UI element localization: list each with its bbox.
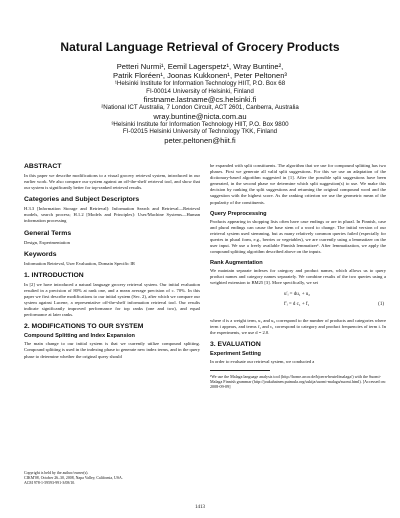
rank-augmentation-heading: Rank Augmentation	[210, 260, 263, 267]
copyright-line-2: CIKM'08, October 26–30, 2008, Napa Valley, California, USA.	[24, 476, 123, 480]
evaluation-heading: 3. EVALUATION	[210, 340, 261, 348]
abstract-heading: ABSTRACT	[24, 163, 62, 170]
general-terms-heading: General Terms	[24, 229, 72, 237]
email-3: peter.peltonen@hiit.fi	[164, 135, 236, 145]
rank-augmentation-text: We maintain separate indexes for category and product names, which allows us to query product names and category names separately. We combine results of the two queries using a weighted extension to BM25 [3]. More specifically, we set	[210, 268, 386, 286]
email-1: firstname.lastname@cs.helsinki.fi	[143, 95, 257, 105]
compound-splitting-heading: Compound Splitting and Index Expansion	[24, 333, 135, 340]
copyright-notice	[24, 471, 200, 486]
affiliation-1b: FI-00014 University of Helsinki, Finland	[146, 87, 254, 95]
rank-augmentation-text-2: where d is a weight term, u₁ and u₂ correspond to the number of products and categories where term i appears, and terms f₁ and c₁ correspond to category and product frequencies of term i. In the experiments, we use d = 2.0.	[210, 317, 386, 335]
general-terms-text: Design, Experimentation	[24, 239, 70, 245]
affiliation-3a: ³Helsinki Institute for Information Technology HIIT, P.O. Box 9800	[111, 120, 289, 128]
experiment-setting-heading: Experiment Setting	[210, 350, 261, 357]
equation-line-1: u′ᵢ = du₁ + u₂	[284, 291, 311, 297]
footnote-1: ¹We use the Malaga language analysis tool (http://home.arcor.de/bjoern-beutel/malaga/) with the Suomi-Malaga Finnish grammar (http://joukahainen.puimula.org/sukija/suomi-malaga/suomi.html). [Accessed on: 2008-09-09]	[210, 373, 386, 390]
paper-title: Natural Language Retrieval of Grocery Products	[60, 40, 340, 54]
affiliation-1a: ¹Helsinki Institute for Information Technology HIIT, P.O. Box 68	[114, 80, 286, 87]
affiliation-2: ²National ICT Australia, 7 London Circuit, ACT 2601, Canberra, Australia	[101, 104, 299, 112]
equation-line-2: f′ᵢ = d c₁ + f₁	[284, 301, 310, 307]
query-preprocessing-text: Products appearing in shopping lists often have case endings or are in plural. In Finnish, case and plural endings can cause the base stem of a word to change. The initial version of our retrieval system used stemming, but as many relatively common queries failed (especially for queries in plural form, e.g., berries or vegetables), we are currently using a lemmatizer on the user input. We use a freely available Finnish lemmatizer¹. After lemmatization, we apply the compound splitting algorithm described above on the inputs.	[210, 218, 386, 255]
compound-splitting-text: The main change to our initial system is that we currently utilize compound splitting. Compound splitting is used in the indexing phase to generate new index terms, and in the query phase to determine whether the original query should	[24, 341, 200, 359]
keywords-heading: Keywords	[24, 250, 57, 258]
abstract-text: In this paper we describe modifications to a visual grocery retrieval system, introduced in our earlier work. We also compare our system against an off-the-shelf retrieval tool, and show that our system is significantly better for top-ranked retrieval results.	[24, 173, 200, 191]
keywords-text: Information Retrieval, User Evaluation, Domain Specific IR	[24, 260, 135, 266]
modifications-heading: 2. MODIFICATIONS TO OUR SYSTEM	[24, 323, 144, 331]
equation-number: (1)	[378, 301, 384, 307]
author-names-line-1: Petteri Nurmi¹, Eemil Lagerspetz¹, Wray Buntine²,	[116, 62, 284, 71]
email-2: wray.buntine@nicta.com.au	[153, 111, 247, 121]
categories-heading: Categories and Subject Descriptors	[24, 196, 140, 204]
equation-1	[210, 292, 386, 314]
page-number: 1413	[195, 505, 205, 510]
introduction-heading: 1. INTRODUCTION	[24, 271, 84, 279]
author-names-line-2: Patrik Floréen¹, Joonas Kukkonen¹, Peter Peltonen³	[113, 71, 287, 80]
introduction-text: In [2] we have introduced a natural language grocery retrieval system. Our initial evaluation resulted in a precision of 80% at rank one, and a mean average precision of c. 70%. In this paper we first describe modifications to our initial system (Sec. 2), after which we compare our system against Lucene, a representative off-the-shelf information retrieval tool. Our results indicate significantly improved performance for top ranks (one and two), and equal performance at later ranks.	[24, 281, 200, 318]
left-column	[24, 163, 200, 365]
compound-splitting-continued: be expanded with split constituents. The algorithm that we use for compound splitting has two phases. First we generate all valid split suggestions. For this we use an adaptation of the dictionary-based algorithm suggested in [1]. After the possible split suggestions have been generated, in the second phase we determine which split suggestion(s) to use. We make this decision by ranking the split suggestions and returning the original compound word and the suggestion with the highest score. As the ranking criterion we use the geometric mean of the popularity of the constituents.	[210, 163, 386, 205]
query-preprocessing-heading: Query Preprocessing	[210, 210, 267, 217]
affiliation-3b: FI-02015 Helsinki University of Technology TKK, Finland	[122, 128, 278, 136]
footnote-rule	[210, 370, 270, 371]
copyright-line-3: ACM 978-1-59593-991-3/08/10.	[24, 481, 76, 485]
author-block	[60, 62, 340, 145]
categories-text: H.3.3 [Information Storage and Retrieval]: Information Search and Retrieval—Retrieval models, search process; H.1.2 [Models and Principles]: User/Machine Systems—Human information processing	[24, 206, 200, 224]
right-column	[210, 163, 386, 389]
copyright-line-1: Copyright is held by the author/owner(s).	[24, 471, 89, 475]
experiment-setting-text: In order to evaluate our retrieval system, we conducted a	[210, 358, 315, 364]
